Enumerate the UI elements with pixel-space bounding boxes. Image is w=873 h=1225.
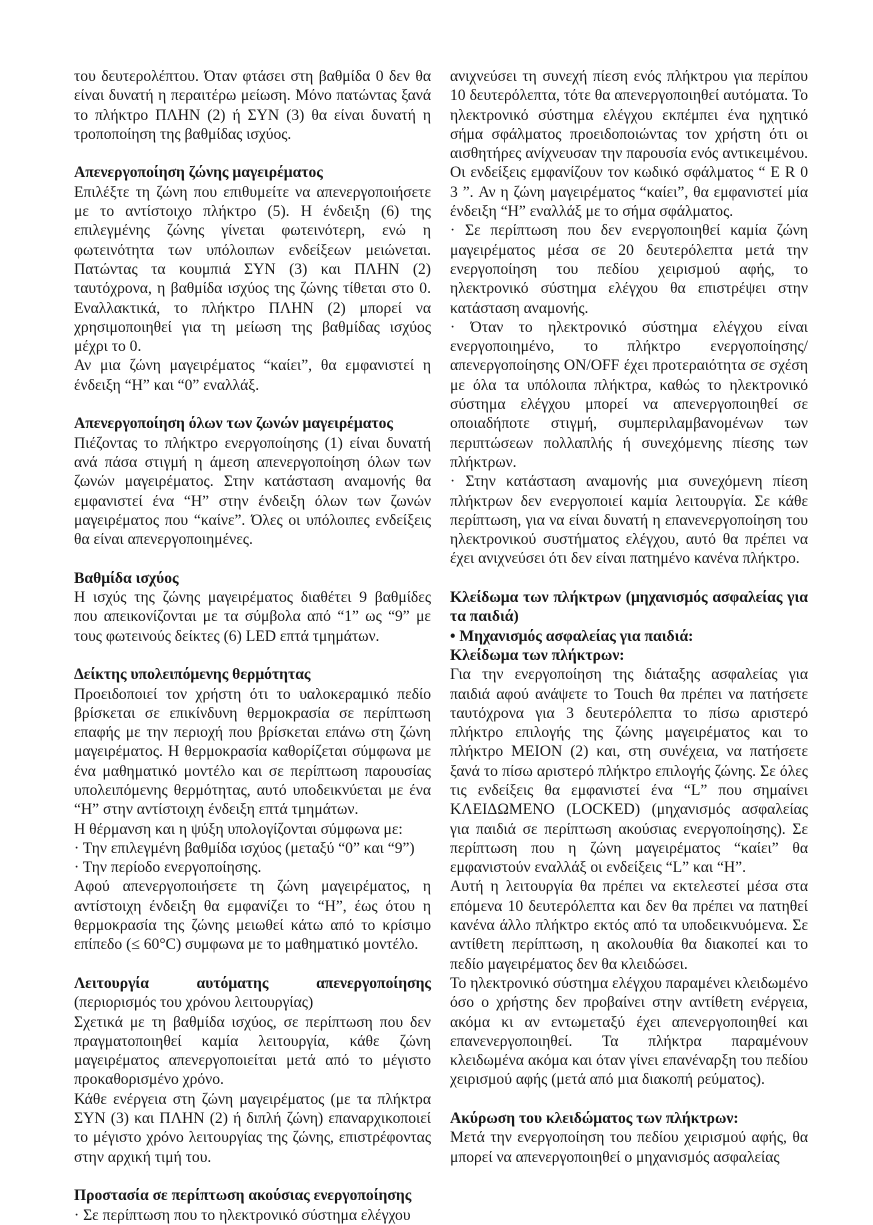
bullet-item: · Την περίοδο ενεργοποίησης. xyxy=(74,859,262,877)
paragraph: Η θέρμανση και η ψύξη υπολογίζονται σύμφωνα με: xyxy=(74,820,403,838)
paragraph: Μετά την ενεργοποίηση του πεδίου χειρισμού αφής, θα μπορεί να απενεργοποιηθεί ο μηχανισμός ασφαλείας xyxy=(450,1129,808,1166)
bullet-item: · Την επιλεγμένη βαθμίδα ισχύος (μεταξύ “0” και “9”) xyxy=(74,839,415,857)
bullet-item: · Στην κατάσταση αναμονής μια συνεχόμενη πίεση πλήκτρων δεν ενεργοποιεί καμία λειτουργία. Σε κάθε περίπτωση, για να είναι δυνατή η επανενεργοποίηση του ηλεκτρονικού συστήματος ελέγχου, αυτό θα πρέπει να έχει ανιχνεύσει ότι δεν είναι πατημένο κανένα πλήκτρο. xyxy=(450,473,808,568)
paragraph: Προειδοποιεί τον χρήστη ότι το υαλοκεραμικό πεδίο βρίσκεται σε επικίνδυνη θερμοκρασία σε περίπτωση επαφής με την περιοχή που βρίσκεται επάνω στη ζώνη μαγειρέματος. Η θερμοκρασία καθορίζεται σύμφωνα με ένα μαθηματικό μοντέλο και σε περίπτωση παρουσίας υπολειπόμενης θερμότητας, αυτό υποδεικνύεται με ένα “H” στην αντίστοιχη ένδειξη επτά τμημάτων. xyxy=(74,685,431,819)
paragraph: Η ισχύς της ζώνης μαγειρέματος διαθέτει 9 βαθμίδες που απεικονίζονται με τα σύμβολα από “1” ως “9” με τους φωτεινούς δείκτες (6) LED επτά τμημάτων. xyxy=(74,589,431,645)
section-heading: Ακύρωση του κλειδώματος των πλήκτρων: xyxy=(450,1110,739,1128)
paragraph: Για την ενεργοποίηση της διάταξης ασφαλείας για παιδιά αφού ανάψετε το Touch θα πρέπει να πατήσετε ταυτόχρονα για 3 δευτερόλεπτα το πίσω αριστερό πλήκτρο επιλογής της ζώνης μαγειρέματος και το πλήκτρο ΜΕΙΟΝ (2) και, στη συνέχεια, να πατήσετε ξανά το πίσω αριστερό πλήκτρο επιλογής ζώνης. Σε όλες τις ενδείξεις θα εμφανιστεί ένα “L” που σημαίνει ΚΛΕΙΔΩΜΕΝΟ (LOCKED) (μηχανισμός ασφαλείας για παιδιά σε περίπτωση ακούσιας ενεργοποίησης). Σε περίπτωση που η ζώνη μαγειρέματος “καίει” θα εμφανιστούν εναλλάξ οι ενδείξεις “L” και “H”. xyxy=(450,666,808,877)
paragraph: Το ηλεκτρονικό σύστημα ελέγχου παραμένει κλειδωμένο όσο ο χρήστης δεν προβαίνει στην αντίθετη ενέργεια, ακόμα κι αν εντωμεταξύ έχει απενεργοποιηθεί και επανενεργοποιηθεί. Τα πλήκτρα παραμένουν κλειδωμένα ακόμα και όταν γίνει επανέναρξη του πεδίου χειρισμού αφής (μετά από μια διακοπή ρεύματος). xyxy=(450,974,808,1089)
paragraph: Αυτή η λειτουργία θα πρέπει να εκτελεστεί μέσα στα επόμενα 10 δευτερόλεπτα και δεν θα πρέπει να πατηθεί κανένα άλλο πλήκτρο εκτός από τα υποδεικνυόμενα. Σε αντίθετη περίπτωση, η ακολουθία θα διακοπεί και το πεδίο μαγειρέματος δεν θα κλειδώσει. xyxy=(450,878,808,973)
section-subheading: Κλείδωμα των πλήκτρων: xyxy=(450,646,625,664)
paragraph: Κάθε ενέργεια στη ζώνη μαγειρέματος (με τα πλήκτρα ΣΥΝ (3) και ΠΛΗΝ (2) ή διπλή ζώνη) επαναρχικοποιεί το μέγιστο χρόνο λειτουργίας της ζώνης, επιστρέφοντας στην αρχική τιμή του. xyxy=(74,1090,431,1166)
section-heading: Δείκτης υπολειπόμενης θερμότητας xyxy=(74,666,311,684)
bullet-item: · Όταν το ηλεκτρονικό σύστημα ελέγχου είναι ενεργοποιημένο, το πλήκτρο ενεργοποίησης/ απενεργοποίησης ON/OFF έχει προτεραιότητα σε σχέση με όλα τα υπόλοιπα πλήκτρα, καθώς το ηλεκτρονικό σύστημα ελέγχου μπορεί να απενεργοποιηθεί σε οποιαδήποτε στιγμή, συμπεριλαμβανομένων των περιπτώσεων πολλαπλής ή συνεχόμενης πίεσης των πλήκτρων. xyxy=(450,318,808,471)
paragraph: Επιλέξτε τη ζώνη που επιθυμείτε να απενεργοποιήσετε με το αντίστοιχο πλήκτρο (5). Η ένδειξη (6) της επιλεγμένης ζώνης γίνεται φωτεινότερη, ενώ η φωτεινότητα των υπόλοιπων ενδείξεων μειώνεται. Πατώντας τα κουμπιά ΣΥΝ (3) και ΠΛΗΝ (2) ταυτόχρονα, η βαθμίδα ισχύος της ζώνης τίθεται στο 0. Εναλλακτικά, το πλήκτρο ΠΛΗΝ (2) μπορεί να χρησιμοποιηθεί για τη μείωση της βαθμίδας ισχύος μέχρι το 0. xyxy=(74,183,431,356)
section-heading: Βαθμίδα ισχύος xyxy=(74,569,179,587)
section-subheading: • Μηχανισμός ασφαλείας για παιδιά: xyxy=(450,627,694,645)
paragraph: Σχετικά με τη βαθμίδα ισχύος, σε περίπτωση που δεν πραγματοποιηθεί καμία λειτουργία, κάθε ζώνη μαγειρέματος απενεργοποιείται μετά από το μέγιστο προκαθορισμένο χρόνο. xyxy=(74,1013,431,1089)
section-subheading: (περιορισμός του χρόνου λειτουργίας) xyxy=(74,994,314,1012)
bullet-item: · Σε περίπτωση που το ηλεκτρονικό σύστημα ελέγχου xyxy=(74,1206,411,1224)
section-heading: Κλείδωμα των πλήκτρων (μηχανισμός ασφαλείας για τα παιδιά) xyxy=(450,589,808,626)
paragraph: Αφού απενεργοποιήσετε τη ζώνη μαγειρέματος, η αντίστοιχη ένδειξη θα εμφανίζει το “H”, έως ότου η θερμοκρασία της ζώνης μειωθεί κάτω από το κρίσιμο επίπεδο (≤ 60°C) συμφωνα με το μαθηματικό μοντέλο. xyxy=(74,878,431,954)
section-heading: Απενεργοποίηση όλων των ζωνών μαγειρέματος xyxy=(74,415,393,433)
bullet-item: · Σε περίπτωση που δεν ενεργοποιηθεί καμία ζώνη μαγειρέματος μέσα σε 20 δευτερόλεπτα μετά την ενεργοποίηση του πεδίου χειρισμού αφής, το ηλεκτρονικό σύστημα ελέγχου θα επιστρέψει στην κατάσταση αναμονής. xyxy=(450,222,808,317)
left-column xyxy=(74,67,431,1225)
section-heading: Προστασία σε περίπτωση ακούσιας ενεργοποίησης xyxy=(74,1187,412,1205)
right-column xyxy=(450,67,808,1167)
section-heading: Απενεργοποίηση ζώνης μαγειρέματος xyxy=(74,164,323,182)
paragraph: ανιχνεύσει τη συνεχή πίεση ενός πλήκτρου για περίπου 10 δευτερόλεπτα, τότε θα απενεργοποιηθεί αυτόματα. Το ηλεκτρονικό σύστημα ελέγχου εκπέμπει ένα ηχητικό σήμα σφάλματος προειδοποιώντας τον χρήστη ότι οι αισθητήρες ανίχνευσαν την παρουσία ενός αντικειμένου. Οι ενδείξεις εμφανίζουν τον κωδικό σφάλματος “ E R 0 3 ”. Αν η ζώνη μαγειρέματος “καίει”, θα εμφανιστεί μία ένδειξη “H” εναλλάξ με το σήμα σφάλματος. xyxy=(450,68,808,221)
paragraph: Πιέζοντας το πλήκτρο ενεργοποίησης (1) είναι δυνατή ανά πάσα στιγμή η άμεση απενεργοποίηση όλων των ζωνών μαγειρέματος. Στην κατάσταση αναμονής θα εμφανιστεί ένα “H” στην ένδειξη όλων των ζωνών μαγειρέματος που “καίνε”. Όλες οι υπόλοιπες ενδείξεις θα είναι απενεργοποιημένες. xyxy=(74,434,431,549)
section-heading: Λειτουργία αυτόματης απενεργοποίησης xyxy=(74,974,431,992)
paragraph: του δευτερολέπτου. Όταν φτάσει στη βαθμίδα 0 δεν θα είναι δυνατή η περαιτέρω μείωση. Μόνο πατώντας ξανά το πλήκτρο ΠΛΗΝ (2) ή ΣΥΝ (3) θα είναι δυνατή η τροποποίηση της βαθμίδας ισχύος. xyxy=(74,68,431,143)
paragraph: Αν μια ζώνη μαγειρέματος “καίει”, θα εμφανιστεί η ένδειξη “H” και “0” εναλλάξ. xyxy=(74,357,431,394)
